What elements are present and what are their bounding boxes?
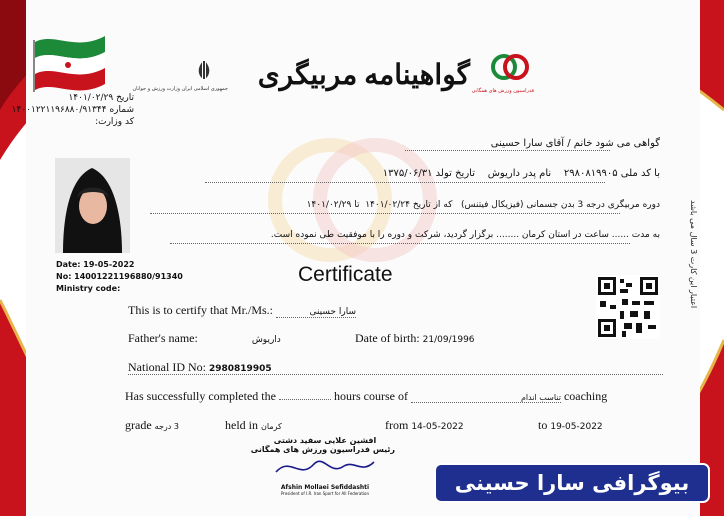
en-nid-line: National ID No: 2980819905 [128, 360, 272, 374]
federation-name-fa: فدراسیون ورزش های همگانی [471, 88, 534, 94]
qr-code-icon [596, 275, 660, 339]
number-row: شماره ۱۴۰۰۱۲۲۱۱۹۶۸۸۰/۹۱۳۴۴ [11, 105, 134, 115]
en-completed-line: Has successfully completed the hours course of تناسب اندام coaching [125, 389, 608, 403]
left-no: No: 14001221196880/91340 [56, 272, 183, 281]
en-certify-line: This is to certify that Mr./Ms.: سارا حسینی [128, 303, 356, 317]
left-date: Date: 19-05-2022 [56, 260, 135, 269]
en-father-value: داریوش [251, 335, 281, 345]
person-avatar-icon [55, 158, 130, 253]
en-grade-value: 3 درجه [154, 422, 179, 431]
certificate-heading: Certificate [298, 263, 393, 286]
fa-line-course: دوره مربیگری درجه 3 بدن جسمانی (فیزیکال فیتنس) که از تاریخ ۱۴۰۱/۰۲/۲۴ تا ۱۴۰۱/۰۲/۲۹ [306, 200, 660, 210]
emblem-icon [190, 58, 218, 82]
en-certify-value: سارا حسینی [276, 307, 356, 318]
signer-name-en: Afshin Mollaei Sefiddashti [280, 484, 370, 491]
en-father-line: Father's name: داریوش [128, 331, 281, 345]
en-to-value: 19-05-2022 [550, 422, 603, 432]
iran-flag-icon [30, 30, 108, 94]
en-course-value: تناسب اندام [411, 393, 561, 403]
fa-line-held-dots [170, 243, 630, 244]
ministry-code-row: کد وزارت: [95, 117, 134, 127]
person-photo [55, 158, 130, 253]
signer-name-fa: افشین علایی سفید دشتی [273, 436, 377, 445]
signer-title-en: President of I.R. Iran Sport for All Federation [280, 491, 370, 496]
signature-block [250, 436, 395, 496]
en-from-line: from 14-05-2022 [385, 418, 464, 432]
ministry-name-fa: جمهوری اسلامی ایران وزارت ورزش و جوانان [132, 86, 228, 92]
validity-side-text: اعتبار این کارت 3 سال می باشد [689, 200, 698, 309]
en-nid-value: 2980819905 [208, 364, 272, 374]
signer-title-fa: رئیس فدراسیون ورزش های همگانی [250, 445, 395, 454]
fa-line-id: با کد ملی ۲۹۸۰۸۱۹۹۰۵ نام پدر داریوش تاریخ تولد ۱۳۷۵/۰۶/۳۱ [382, 168, 660, 179]
federation-logo [471, 50, 534, 94]
fa-line-name: گواهی می شود خانم / آقای سارا حسینی [490, 138, 660, 149]
persian-title: گواهینامه مربیگری [257, 60, 470, 91]
date-row: تاریخ ۱۴۰۱/۰۲/۲۹ [68, 93, 134, 103]
en-to-line: to 19-05-2022 [538, 418, 603, 432]
en-held-value: کرمان [261, 422, 282, 431]
left-ministry-code: Ministry code: [56, 284, 121, 293]
fa-line-held: به مدت ...... ساعت در استان کرمان ........ برگزار گردید، شرکت و دوره را با موفقیت طی نموده است. [270, 230, 660, 240]
date-number-block [11, 92, 134, 128]
fa-line-name-dots [405, 150, 610, 151]
en-dob-value: 21/09/1996 [422, 335, 475, 345]
fa-line-course-dots [150, 213, 620, 214]
en-grade-line: grade 3 درجه [125, 418, 179, 432]
federation-logo-icon [490, 50, 530, 84]
left-info-block [56, 259, 183, 295]
en-held-line: held in کرمان [225, 418, 282, 432]
ministry-logo [132, 58, 228, 92]
signature-scribble-icon [270, 454, 380, 480]
en-from-value: 14-05-2022 [411, 422, 464, 432]
en-nid-dots [128, 374, 663, 375]
biography-banner: بیوگرافی سارا حسینی [436, 465, 708, 501]
en-dob-line: Date of birth: 21/09/1996 [355, 331, 475, 345]
fa-line-id-dots [205, 182, 605, 183]
